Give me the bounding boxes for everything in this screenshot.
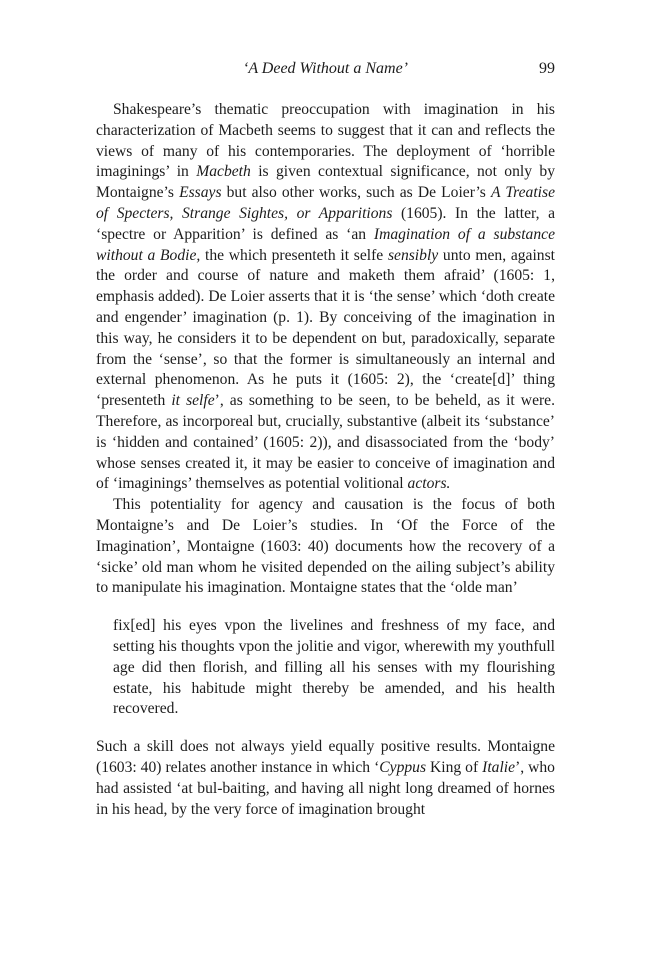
text-run: but also other works, such as De Loier’s — [221, 184, 491, 202]
text-run: (1605). In the latter, a ‘spectre or Apparition’ is defined as ‘an — [96, 204, 556, 243]
running-head — [96, 60, 555, 82]
body-text — [96, 100, 555, 820]
page-number: 99 — [539, 60, 555, 77]
italic-phrase-it-selfe: it selfe — [171, 392, 215, 410]
block-quote: fix[ed] his eyes vpon the livelines and freshness of my face, and setting his thoughts vpon the jolitie and vigor, wherewith my youthfull age did then florish, and filling all his senses with my flourishing estate, his habitude might thereby be amended, and his health recovered. — [113, 617, 555, 718]
text-run: unto men, against the order and course of nature and maketh them afraid’ (1605: 1, emphasis added). De Loier asserts that it is ‘the sense’ which ‘doth create and engender’ imagination (p. 1). By conceiving of the imagination in this way, he considers it to be dependent on but, paradoxically, separate from the ‘sense’, so that the former is simultaneously an internal and external phenomenon. As he puts it (1605: 2), the ‘create[d]’ thing ‘presenteth — [96, 246, 555, 410]
text-run: is given contextual significance, not only by Montaigne’s — [96, 163, 555, 202]
text-run: King of — [426, 758, 483, 776]
italic-title-treatise: A Treatise of Specters, Strange Sightes, or Apparitions — [96, 184, 555, 222]
running-title: ‘A Deed Without a Name’ — [242, 60, 408, 77]
book-page — [96, 0, 555, 975]
italic-word-sensibly: sensibly — [387, 246, 439, 264]
text-run: Shakespeare’s thematic preoccupation with imagination in his characterization of Macbeth seems to suggest that it can and reflects the views of many of his contemporaries. The deployment of ‘horrible imaginings’ in — [96, 101, 555, 181]
text-run: Such a skill does not always yield equally positive results. Montaigne (1603: 40) relates another instance in which ‘ — [96, 738, 555, 776]
text-run: the which presenteth it selfe — [200, 246, 388, 264]
italic-title-essays: Essays — [179, 184, 222, 202]
italic-title-macbeth: Macbeth — [196, 163, 251, 181]
italic-word-actors: actors. — [407, 475, 451, 493]
paragraph-cyppus — [96, 737, 555, 820]
italic-quote-imagination: Imagination of a substance without a Bodie, — [96, 225, 555, 264]
text-run: ’, who had assisted ‘at bul-baiting, and having all night long dreamed of hornes in his head, by the very force of imagination brought — [96, 758, 555, 818]
paragraph-agency-causation: This potentiality for agency and causation is the focus of both Montaigne’s and De Loier’s studies. In ‘Of the Force of the Imagination’, Montaigne (1603: 40) documents how the recovery of a ‘sicke’ old man whom he visited depended on the ailing subject’s ability to manipulate his imagination. Montaigne states that the ‘olde man’ — [96, 496, 555, 597]
italic-name-italie: Italie — [482, 758, 516, 776]
text-run: ’, as something to be seen, to be beheld, as it were. Therefore, as incorporeal but, crucially, substantive (albeit its ‘substance’ is ‘hidden and contained’ (1605: 2)), and disassociated from the ‘body’ whose senses created it, it may be easier to conceive of imagination and of ‘imaginings’ themselves as potential volitional — [96, 392, 556, 493]
italic-name-cyppus: Cyppus — [379, 758, 427, 776]
paragraph-imagination-contemporaries — [96, 100, 555, 495]
